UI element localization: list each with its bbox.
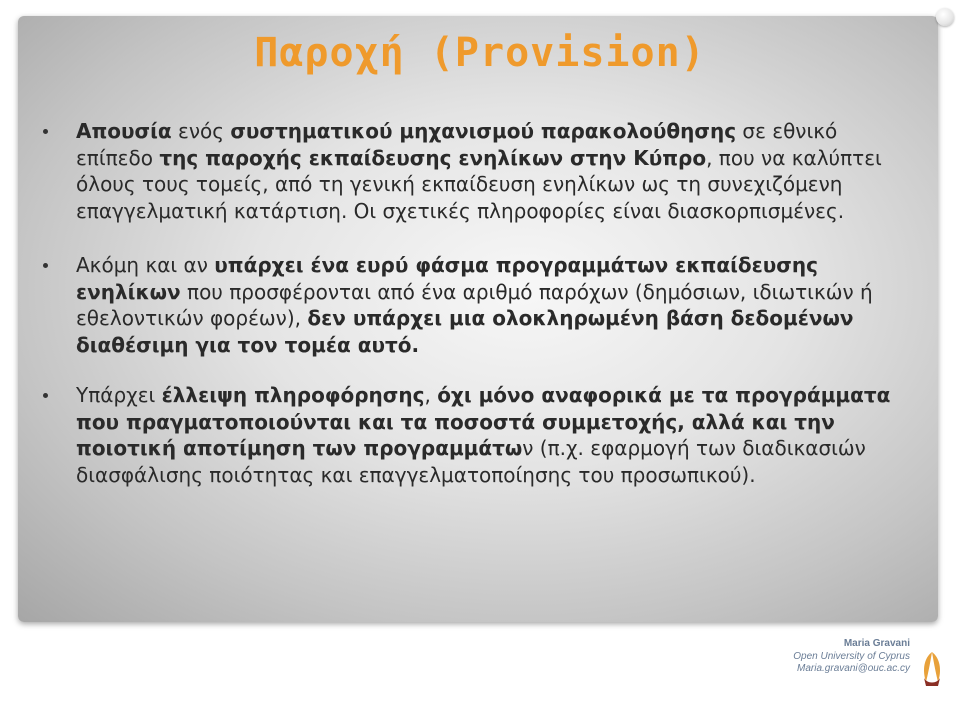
bullet-item <box>40 118 920 224</box>
bullet-icon <box>43 129 48 134</box>
presenter-institution: Open University of Cyprus <box>793 650 910 662</box>
bullet-text: Ακόμη και αν υπάρχει ένα ευρύ φάσμα προγραμμάτων εκπαίδευσης ενηλίκων που προσφέρονται από ένα αριθμό παρόχων (δημόσιων, ιδιωτικών ή εθελοντικών φορέων), δεν υπάρχει μια ολοκληρωμένη βάση δεδομένων διαθέσιμη για τον τομέα αυτό. <box>76 253 873 357</box>
corner-circle <box>936 8 954 26</box>
slide-title: Παροχή (Provision) <box>254 30 706 76</box>
bullet-item <box>40 382 920 488</box>
bullet-text: Απουσία ενός συστηματικού μηχανισμού παρακολούθησης σε εθνικό επίπεδο της παροχής εκπαίδευσης ενηλίκων στην Κύπρο, που να καλύπτει όλους τους τομείς, από τη γενική εκπαίδευση ενηλίκων ως τη συνεχιζόμενη επαγγελματική κατάρτιση. Οι σχετικές πληροφορίες είναι διασκορπισμένες. <box>76 119 882 223</box>
bullet-text: Υπάρχει έλλειψη πληροφόρησης, όχι μόνο αναφορικά με τα προγράμματα που πραγματοποιούνται και τα ποσοστά συμμετοχής, αλλά και την ποιοτική αποτίμηση των προγραμμάτων (π.χ. εφαρμογή των διαδικασιών διασφάλισης ποιότητας και επαγγελματοποίησης του προσωπικού). <box>76 383 891 487</box>
open-university-cyprus-logo-icon <box>918 648 946 688</box>
bullet-icon <box>43 393 48 398</box>
presenter-footer <box>700 638 910 676</box>
presenter-name: Maria Gravani <box>843 638 910 649</box>
bullet-icon <box>43 263 48 268</box>
presenter-email: Maria.gravani@ouc.ac.cy <box>797 663 910 674</box>
slide-content <box>40 118 920 508</box>
bullet-item <box>40 252 920 358</box>
